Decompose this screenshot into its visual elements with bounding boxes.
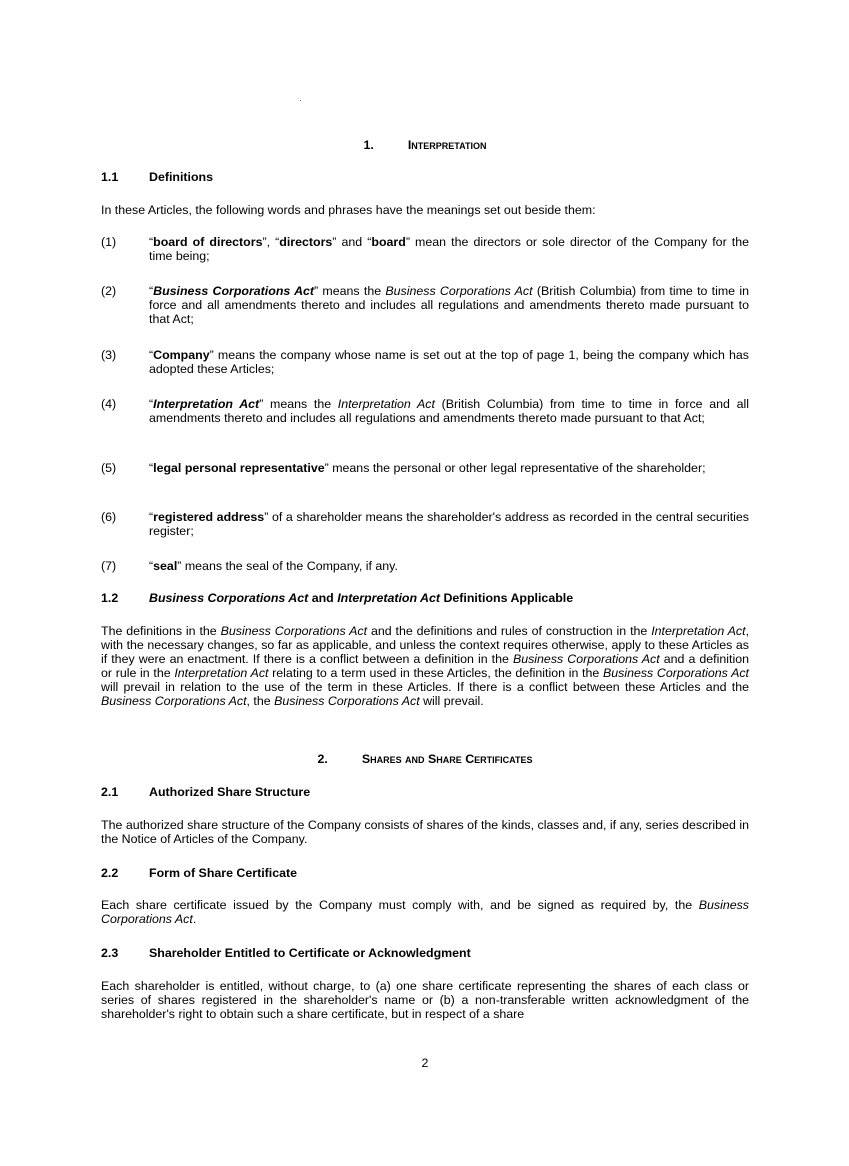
page-number: 2 (421, 1056, 429, 1070)
definition-text: “board of directors”, “directors” and “board” mean the directors or sole director of the Company for the time being; (149, 235, 750, 263)
definition-number: (2) (101, 284, 117, 298)
section-title: Interpretation (407, 138, 487, 152)
subsection-title: Authorized Share Structure (149, 785, 311, 799)
section-number: 2. (317, 752, 328, 766)
subsection-number: 2.3 (101, 946, 119, 960)
section-2-heading (101, 752, 749, 766)
subsection-title: Form of Share Certificate (149, 866, 298, 880)
defined-term: board (371, 235, 406, 249)
scan-speck (300, 100, 301, 101)
definition-text: “seal” means the seal of the Company, if any. (149, 559, 398, 573)
definition-number: (5) (101, 461, 117, 475)
definition-number: (4) (101, 397, 117, 411)
defined-term: board of directors (153, 235, 263, 249)
section-1-heading (101, 138, 749, 152)
definition-number: (6) (101, 510, 117, 524)
defined-term: legal personal representative (153, 461, 325, 475)
definition-text: “Interpretation Act” means the Interpretation Act (British Columbia) from time to time in force and all amendments thereto and includes all regulations and amendments thereto made pursuant to that Act; (149, 397, 749, 425)
definition-number: (7) (101, 559, 117, 573)
subsection-number: 2.2 (101, 866, 119, 880)
subsection-2-1-paragraph: The authorized share structure of the Company consists of shares of the kinds, classes and, if any, series described in the Notice of Articles of the Company. (101, 818, 749, 846)
defined-term: seal (153, 559, 178, 573)
definition-text: “registered address” of a shareholder means the shareholder's address as recorded in the central securities register; (149, 510, 749, 538)
subsection-2-2-paragraph: Each share certificate issued by the Company must comply with, and be signed as required by, the Business Corporations Act. (101, 898, 749, 926)
subsection-number: 2.1 (101, 785, 119, 799)
subsection-title: Shareholder Entitled to Certificate or Acknowledgment (149, 946, 471, 960)
defined-term: directors (279, 235, 333, 249)
subsection-number: 1.1 (101, 170, 119, 184)
section-title: Shares and Share Certificates (361, 752, 533, 766)
definition-number: (1) (101, 235, 117, 249)
definitions-intro: In these Articles, the following words and phrases have the meanings set out beside them: (101, 203, 596, 217)
defined-term: registered address (153, 510, 265, 524)
definition-text: “Company” means the company whose name is set out at the top of page 1, being the company which has adopted these Articles; (149, 348, 749, 376)
defined-term: Interpretation Act (153, 397, 260, 411)
defined-term: Business Corporations Act (153, 284, 315, 298)
subsection-2-3-paragraph: Each shareholder is entitled, without charge, to (a) one share certificate representing the shares of each class or series of shares registered in the shareholder's name or (b) a non-transferable written acknowledgment of the shareholder's right to obtain such a share certificate, but in respect of a share (101, 979, 749, 1021)
subsection-1-2-paragraph: The definitions in the Business Corporations Act and the definitions and rules of construction in the Interpretation Act, with the necessary changes, so far as applicable, and unless the context requires otherwise, apply to these Articles as if they were an enactment. If there is a conflict between a definition in the Business Corporations Act and a definition or rule in the Interpretation Act relating to a term used in these Articles, the definition in the Business Corporations Act will prevail in relation to the use of the term in these Articles. If there is a conflict between these Articles and the Business Corporations Act, the Business Corporations Act will prevail. (101, 624, 750, 708)
definition-number: (3) (101, 348, 117, 362)
section-number: 1. (363, 138, 374, 152)
subsection-title: Definitions (149, 170, 214, 184)
defined-term: Company (153, 348, 210, 362)
definition-text: “Business Corporations Act” means the Business Corporations Act (British Columbia) from time to time in force and all amendments thereto and includes all regulations and amendments thereto made pursuant to that Act; (149, 284, 749, 326)
definition-text: “legal personal representative” means the personal or other legal representative of the shareholder; (149, 461, 706, 475)
subsection-number: 1.2 (101, 591, 119, 605)
subsection-title: Business Corporations Act and Interpretation Act Definitions Applicable (149, 591, 574, 605)
